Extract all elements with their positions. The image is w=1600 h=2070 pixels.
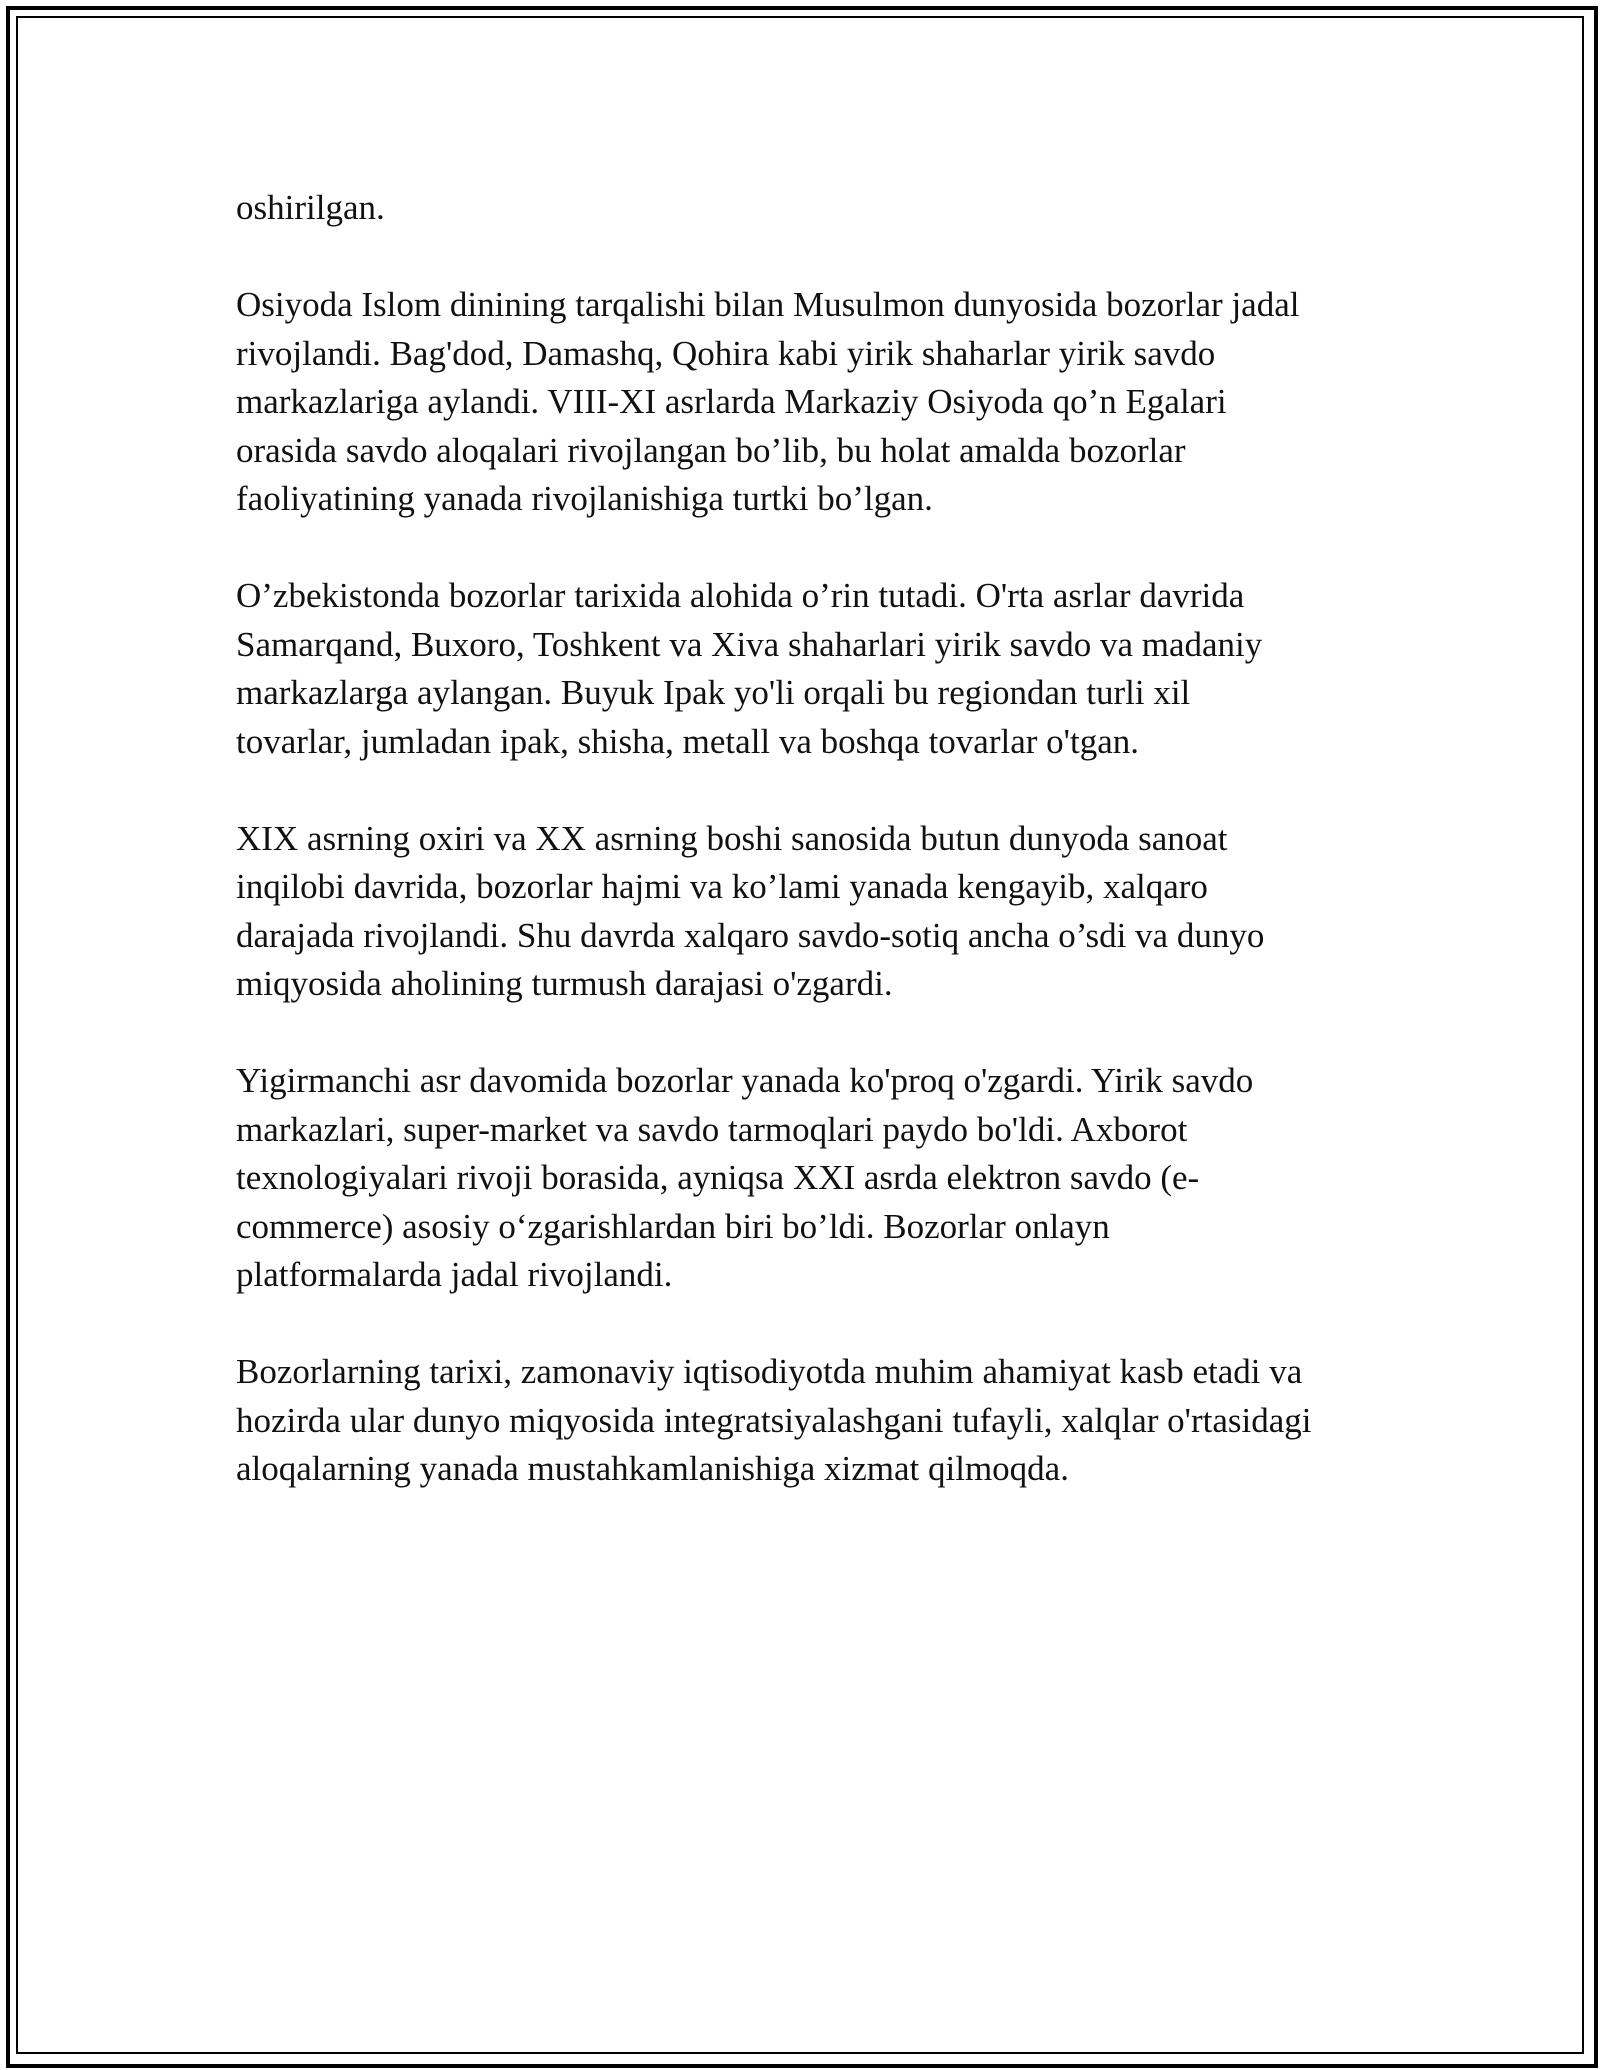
text-line: tovarlar, jumladan ipak, shisha, metall va boshqa tovarlar o'tgan. bbox=[236, 721, 1139, 761]
text-line: platformalarda jadal rivojlandi. bbox=[236, 1255, 673, 1294]
text-line: Samarqand, Buxoro, Toshkent va Xiva shaharlari yirik savdo va madaniy bbox=[236, 624, 1263, 664]
text-line: orasida savdo aloqalari rivojlangan bo’lib, bu holat amalda bozorlar bbox=[236, 430, 1186, 470]
paragraph-industrial-revolution bbox=[236, 815, 1386, 1009]
text-line: miqyosida aholining turmush darajasi o'zgardi. bbox=[236, 964, 893, 1003]
text-line: rivojlandi. Bag'dod, Damashq, Qohira kabi yirik shaharlar yirik savdo bbox=[236, 333, 1216, 373]
text-line: inqilobi davrida, bozorlar hajmi va ko’lami yanada kengayib, xalqaro bbox=[236, 867, 1208, 906]
text-line: aloqalarning yanada mustahkamlanishiga xizmat qilmoqda. bbox=[236, 1449, 1069, 1488]
text-line: Bozorlarning tarixi, zamonaviy iqtisodiyotda muhim ahamiyat kasb etadi va bbox=[236, 1352, 1303, 1391]
text-line: texnologiyalari rivoji borasida, ayniqsa XXI asrda elektron savdo (e- bbox=[236, 1158, 1200, 1197]
text-line: O’zbekistonda bozorlar tarixida alohida o’rin tutadi. O'rta asrlar davrida bbox=[236, 576, 1245, 615]
paragraph-islam-markets bbox=[236, 281, 1386, 524]
text-line: oshirilgan. bbox=[236, 188, 385, 227]
paragraph-twentieth-century bbox=[236, 1057, 1386, 1300]
text-line: hozirda ular dunyo miqyosida integratsiyalashgani tufayli, xalqlar o'rtasidagi bbox=[236, 1400, 1312, 1440]
paragraph-uzbekistan bbox=[236, 572, 1386, 766]
text-line: Osiyoda Islom dinining tarqalishi bilan Musulmon dunyosida bozorlar jadal bbox=[236, 285, 1300, 324]
paragraph-continuation bbox=[236, 184, 1386, 233]
text-line: markazlarga aylangan. Buyuk Ipak yo'li orqali bu regiondan turli xil bbox=[236, 673, 1191, 712]
text-line: XIX asrning oxiri va XX asrning boshi sanosida butun dunyoda sanoat bbox=[236, 818, 1228, 858]
text-line: faoliyatining yanada rivojlanishiga turtki bo’lgan. bbox=[236, 479, 933, 518]
text-line: Yigirmanchi asr davomida bozorlar yanada ko'proq o'zgardi. Yirik savdo bbox=[236, 1061, 1254, 1100]
text-line: commerce) asosiy o‘zgarishlardan biri bo’ldi. Bozorlar onlayn bbox=[236, 1206, 1110, 1246]
text-line: markazlariga aylandi. VIII-XI asrlarda Markaziy Osiyoda qo’n Egalari bbox=[236, 382, 1227, 421]
document-body bbox=[236, 184, 1386, 1542]
text-line: markazlari, super-market va savdo tarmoqlari paydo bo'ldi. Axborot bbox=[236, 1109, 1188, 1149]
text-line: darajada rivojlandi. Shu davrda xalqaro savdo-sotiq ancha o’sdi va dunyo bbox=[236, 915, 1265, 955]
paragraph-conclusion bbox=[236, 1348, 1386, 1494]
